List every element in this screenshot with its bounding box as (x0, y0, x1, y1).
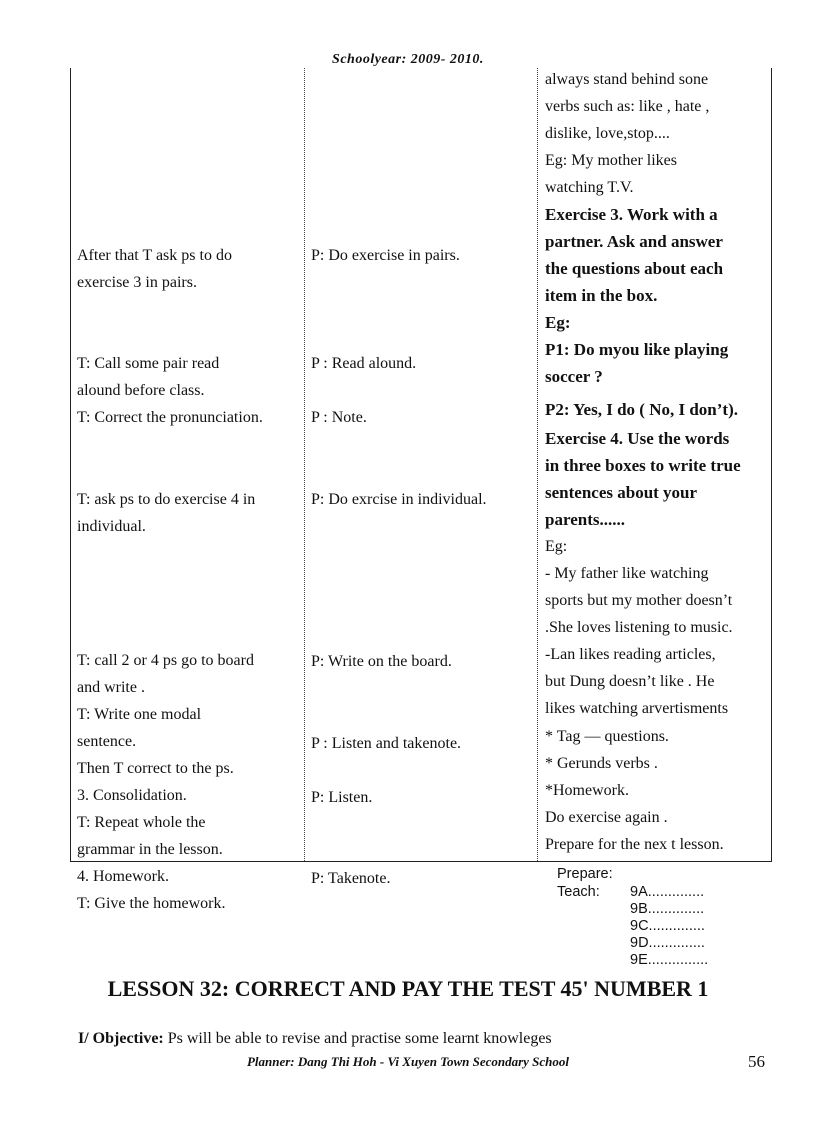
student-activities-column (304, 68, 538, 887)
table-cell-line: sports but my mother doesn’t (545, 592, 733, 609)
teach-label: Teach: (557, 884, 600, 900)
table-cell-line: in three boxes to write true (545, 456, 741, 475)
teacher-activities-column (71, 68, 304, 912)
table-cell-line: P: Do exrcise in individual. (311, 491, 487, 508)
table-cell-line: P: Listen. (311, 789, 373, 806)
table-cell-line: Do exercise again . (545, 809, 668, 826)
prepare-label: Prepare: (557, 866, 613, 882)
objective-line (78, 1030, 552, 1048)
page-number: 56 (748, 1052, 765, 1071)
table-cell-line: verbs such as: like , hate , (545, 98, 710, 115)
table-cell-line: grammar in the lesson. (77, 841, 223, 858)
table-cell-line: likes watching arvertisments (545, 700, 729, 717)
page-header: Schoolyear: 2009- 2010. (332, 52, 484, 67)
table-cell-line: individual. (77, 518, 146, 535)
table-cell-line: Eg: (545, 538, 568, 555)
table-cell-line: soccer ? (545, 367, 603, 386)
class-9a: 9A.............. (630, 884, 705, 900)
table-cell-line: dislike, love,stop.... (545, 125, 670, 142)
table-cell-line: After that T ask ps to do (77, 247, 232, 264)
table-cell-line: T: Give the homework. (77, 895, 226, 912)
table-cell-line: Exercise 4. Use the words (545, 429, 730, 448)
table-cell-line: and write . (77, 679, 145, 696)
table-cell-line: P: Do exercise in pairs. (311, 247, 460, 264)
content-column (537, 68, 772, 861)
table-cell-line: Eg: (545, 313, 571, 332)
class-9c: 9C.............. (630, 918, 705, 934)
table-cell-line: T: ask ps to do exercise 4 in (77, 491, 256, 508)
table-cell-line: exercise 3 in pairs. (77, 274, 197, 291)
table-cell-line: *Homework. (545, 782, 629, 799)
table-cell-line: partner. Ask and answer (545, 232, 723, 251)
table-cell-line: P2: Yes, I do ( No, I don’t). (545, 400, 738, 419)
table-cell-line: watching T.V. (545, 179, 634, 196)
objective-text: Ps will be able to revise and practise some learnt knowleges (163, 1030, 552, 1047)
table-cell-line: P1: Do myou like playing (545, 340, 729, 359)
table-cell-line: Prepare for the nex t lesson. (545, 836, 724, 853)
table-cell-line: * Gerunds verbs . (545, 755, 658, 772)
table-cell-line: * Tag — questions. (545, 728, 669, 745)
table-cell-line: Eg: My mother likes (545, 152, 677, 169)
table-cell-line: P : Read alound. (311, 355, 417, 372)
class-9e: 9E............... (630, 952, 709, 968)
objective-label: I/ Objective: (78, 1030, 164, 1047)
table-cell-line: T: Correct the pronunciation. (77, 409, 263, 426)
table-cell-line: T: Call some pair read (77, 355, 220, 372)
table-cell-line: sentence. (77, 733, 137, 750)
table-cell-line: T: call 2 or 4 ps go to board (77, 652, 254, 669)
table-cell-line: T: Repeat whole the (77, 814, 206, 831)
table-cell-line: P : Note. (311, 409, 367, 426)
class-9d: 9D.............. (630, 935, 705, 951)
lesson-title: LESSON 32: CORRECT AND PAY THE TEST 45' NUMBER 1 (107, 976, 709, 1001)
table-cell-line: T: Write one modal (77, 706, 202, 723)
table-cell-line: - My father like watching (545, 565, 709, 582)
page-footer: Planner: Dang Thi Hoh - Vi Xuyen Town Secondary School (246, 1054, 570, 1069)
table-cell-line: alound before class. (77, 382, 205, 399)
class-9b: 9B.............. (630, 901, 705, 917)
table-cell-line: Exercise 3. Work with a (545, 205, 718, 224)
table-cell-line: 3. Consolidation. (77, 787, 187, 804)
table-cell-line: item in the box. (545, 286, 658, 305)
table-cell-line: P: Write on the board. (311, 653, 452, 670)
table-cell-line: sentences about your (545, 483, 698, 502)
table-cell-line: P: Takenote. (311, 870, 391, 887)
table-cell-line: always stand behind sone (545, 71, 709, 88)
table-cell-line: P : Listen and takenote. (311, 735, 462, 752)
table-cell-line: parents...... (545, 510, 625, 529)
table-cell-line: 4. Homework. (77, 868, 169, 885)
table-cell-line: Then T correct to the ps. (77, 760, 234, 777)
table-cell-line: .She loves listening to music. (545, 619, 733, 636)
table-cell-line: but Dung doesn’t like . He (545, 673, 715, 690)
table-cell-line: the questions about each (545, 259, 724, 278)
table-cell-line: -Lan likes reading articles, (545, 646, 716, 663)
